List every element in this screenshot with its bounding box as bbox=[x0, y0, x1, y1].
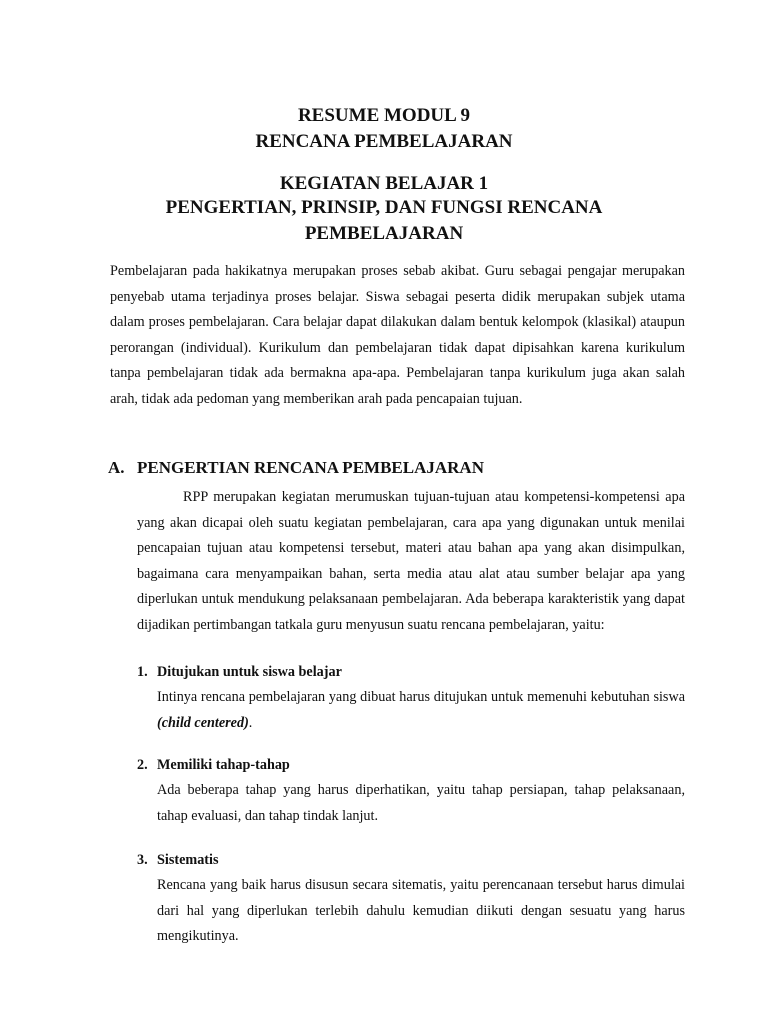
section-a-paragraph: RPP merupakan kegiatan merumuskan tujuan-tujuan atau kompetensi-kompetensi apa yang akan dicapai oleh suatu kegiatan pembelajaran, cara apa yang digunakan untuk menilai pencapaian tujuan atau kompetensi tersebut, materi atau bahan apa yang akan disimpulkan, bagaimana cara menyampaikan bahan, serta media atau alat atau sumber belajar apa yang diperlukan untuk mendukung pelaksanaan pembelajaran. Ada beberapa karakteristik yang dapat dijadikan pertimbangan tatkala guru menyusun suatu rencana pembelajaran, yaitu: bbox=[137, 489, 685, 633]
section-a-title: PENGERTIAN RENCANA PEMBELAJARAN bbox=[137, 458, 484, 477]
module-title: RESUME MODUL 9 bbox=[297, 105, 471, 126]
item-3-title: Sistematis bbox=[157, 852, 219, 868]
section-a-letter: A. bbox=[108, 458, 125, 477]
item-1-heading bbox=[137, 662, 342, 682]
item-3-body: Rencana yang baik harus disusun secara sitematis, yaitu perencanaan tersebut harus dimulai dari hal yang diperlukan terlebih dahulu kemudian diikuti dengan sesuatu yang harus mengikutinya. bbox=[157, 877, 685, 945]
item-2-heading bbox=[137, 755, 290, 775]
item-1-text: Intinya rencana pembelajaran yang dibuat harus ditujukan untuk memenuhi kebutuhan siswa bbox=[157, 689, 685, 705]
activity-subject: PENGERTIAN, PRINSIP, DAN FUNGSI RENCANA PEMBELAJARAN bbox=[165, 197, 603, 244]
item-1-emphasis: (child centered) bbox=[157, 714, 249, 731]
item-1-number: 1. bbox=[137, 664, 148, 680]
item-2-body: Ada beberapa tahap yang harus diperhatikan, yaitu tahap persiapan, tahap pelaksanaan, tahap evaluasi, dan tahap tindak lanjut. bbox=[157, 782, 685, 824]
item-2-title: Memiliki tahap-tahap bbox=[157, 757, 290, 773]
section-a-heading bbox=[108, 457, 688, 479]
item-3-heading bbox=[137, 850, 218, 870]
intro-paragraph: Pembelajaran pada hakikatnya merupakan proses sebab akibat. Guru sebagai pengajar merupakan penyebab utama terjadinya proses belajar. Siswa sebagai peserta didik merupakan subjek utama dalam proses pembelajaran. Cara belajar dapat dilakukan dalam bentuk kelompok (klasikal) ataupun perorangan (individual). Kurikulum dan pembelajaran tidak dapat dipisahkan karena kurikulum tanpa pembelajaran tidak ada bermakna apa-apa. Pembelajaran tanpa kurikulum juga akan salah arah, tidak ada pedoman yang memberikan arah pada pencapaian tujuan. bbox=[110, 263, 685, 407]
item-2-number: 2. bbox=[137, 757, 148, 773]
item-1-tail: . bbox=[248, 714, 253, 731]
item-1-title: Ditujukan untuk siswa belajar bbox=[157, 664, 342, 680]
item-3-number: 3. bbox=[137, 852, 148, 868]
activity-title: KEGIATAN BELAJAR 1 bbox=[279, 173, 489, 194]
module-subject: RENCANA PEMBELAJARAN bbox=[255, 131, 513, 152]
item-1-body bbox=[157, 685, 685, 736]
